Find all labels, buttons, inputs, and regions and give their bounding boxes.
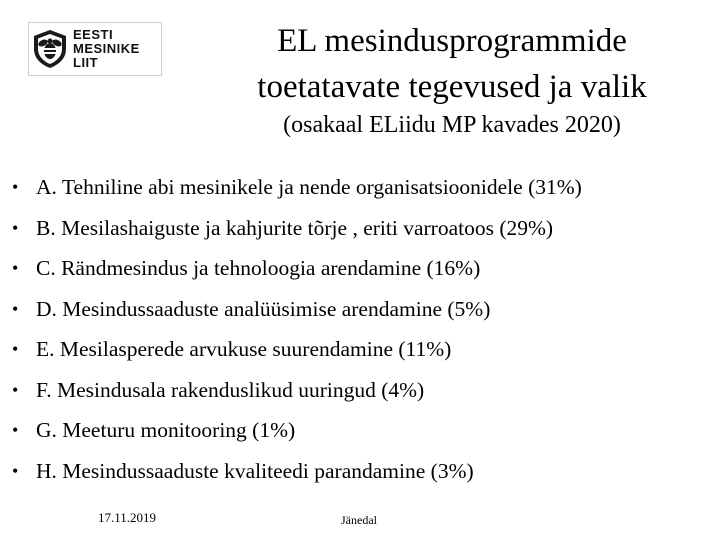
logo-text [73, 28, 140, 70]
list-item [12, 454, 582, 495]
list-item-text: C. Rändmesindus ja tehnoloogia arendamine (16%) [36, 256, 481, 280]
bullet-icon: • [12, 460, 19, 481]
title-line-2: toetatavate tegevused ja valik [257, 69, 647, 105]
list-item [12, 292, 582, 333]
list-item-text: B. Mesilashaiguste ja kahjurite tõrje , eriti varroatoos (29%) [36, 215, 554, 240]
title-line-1: EL mesindusprogrammide [277, 23, 627, 59]
footer-date: 17.11.2019 [98, 510, 157, 525]
list-item [12, 373, 582, 414]
slide-subtitle: (osakaal ELiidu MP kavades 2020) [283, 112, 621, 138]
organization-logo [28, 22, 162, 76]
bee-shield-icon [31, 29, 69, 69]
bullet-icon: • [12, 258, 19, 278]
logo-line: MESINIKE [73, 41, 140, 56]
list-item [12, 413, 582, 454]
slide-title [212, 18, 692, 110]
measures-list [12, 170, 582, 494]
bullet-icon: • [12, 217, 19, 238]
bullet-icon: • [12, 298, 19, 319]
list-item [12, 170, 582, 211]
bullet-icon: • [12, 420, 19, 440]
list-item-text: A. Tehniline abi mesinikele ja nende organisatsioonidele (31%) [36, 175, 582, 199]
list-item-text: E. Mesilasperede arvukuse suurendamine (11%) [36, 337, 452, 361]
list-item-text: G. Meeturu monitooring (1%) [36, 418, 296, 442]
list-item-text: F. Mesindusala rakenduslikud uuringud (4%) [36, 377, 425, 402]
list-item-text: D. Mesindussaaduste analüüsimise arendamine (5%) [36, 296, 491, 321]
bullet-icon: • [12, 339, 19, 359]
list-item [12, 211, 582, 252]
footer-author: Jänedal [341, 513, 377, 527]
logo-line: EESTI [73, 27, 114, 42]
list-item [12, 332, 582, 373]
list-item-text: H. Mesindussaaduste kvaliteedi parandamine (3%) [36, 458, 474, 483]
bullet-icon: • [12, 177, 19, 197]
list-item [12, 251, 582, 292]
logo-line: LIIT [73, 55, 99, 70]
bullet-icon: • [12, 379, 19, 400]
